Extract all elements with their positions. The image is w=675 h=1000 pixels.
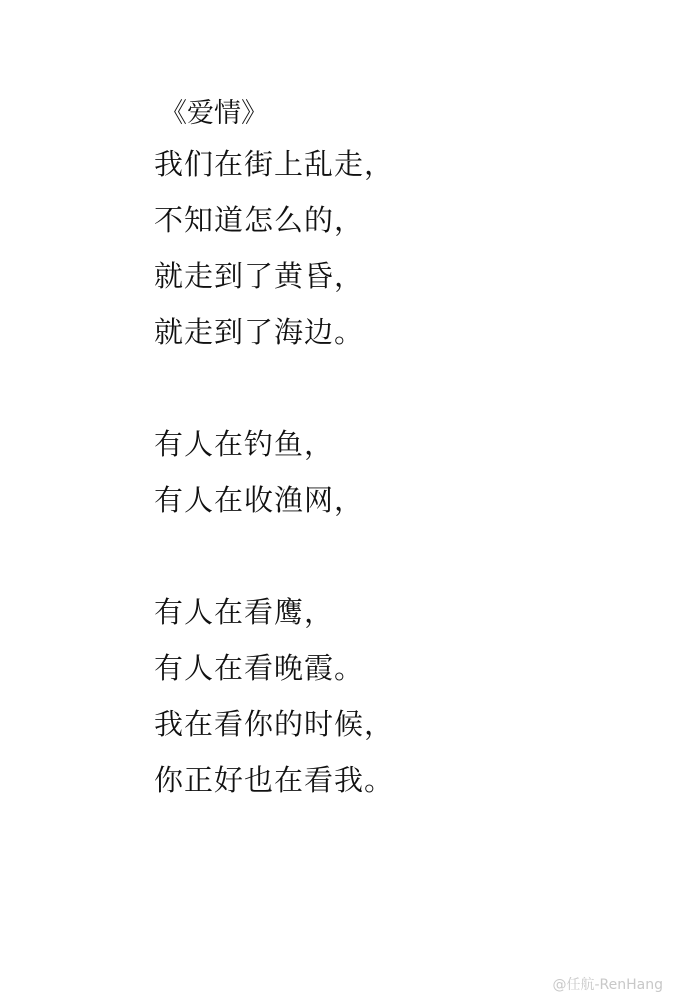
poem-line: 有人在看鹰，	[154, 595, 335, 629]
watermark: @任航-RenHang	[552, 977, 663, 993]
poem-title: 《爱情》	[160, 98, 268, 129]
poem-line: 就走到了黄昏，	[154, 259, 365, 293]
poem-line: 有人在看晚霞。	[154, 651, 365, 685]
poem	[154, 92, 634, 808]
poem-line: 我们在街上乱走，	[154, 147, 395, 181]
poem-line: 有人在钓鱼，	[154, 427, 335, 461]
poem-line: 不知道怎么的，	[154, 203, 365, 237]
poem-line: 有人在收渔网，	[154, 483, 365, 517]
poem-line: 你正好也在看我。	[154, 763, 395, 797]
poem-line: 我在看你的时候，	[154, 707, 395, 741]
stanza-break	[154, 360, 634, 416]
stanza-break	[154, 528, 634, 584]
poem-line: 就走到了海边。	[154, 315, 365, 349]
